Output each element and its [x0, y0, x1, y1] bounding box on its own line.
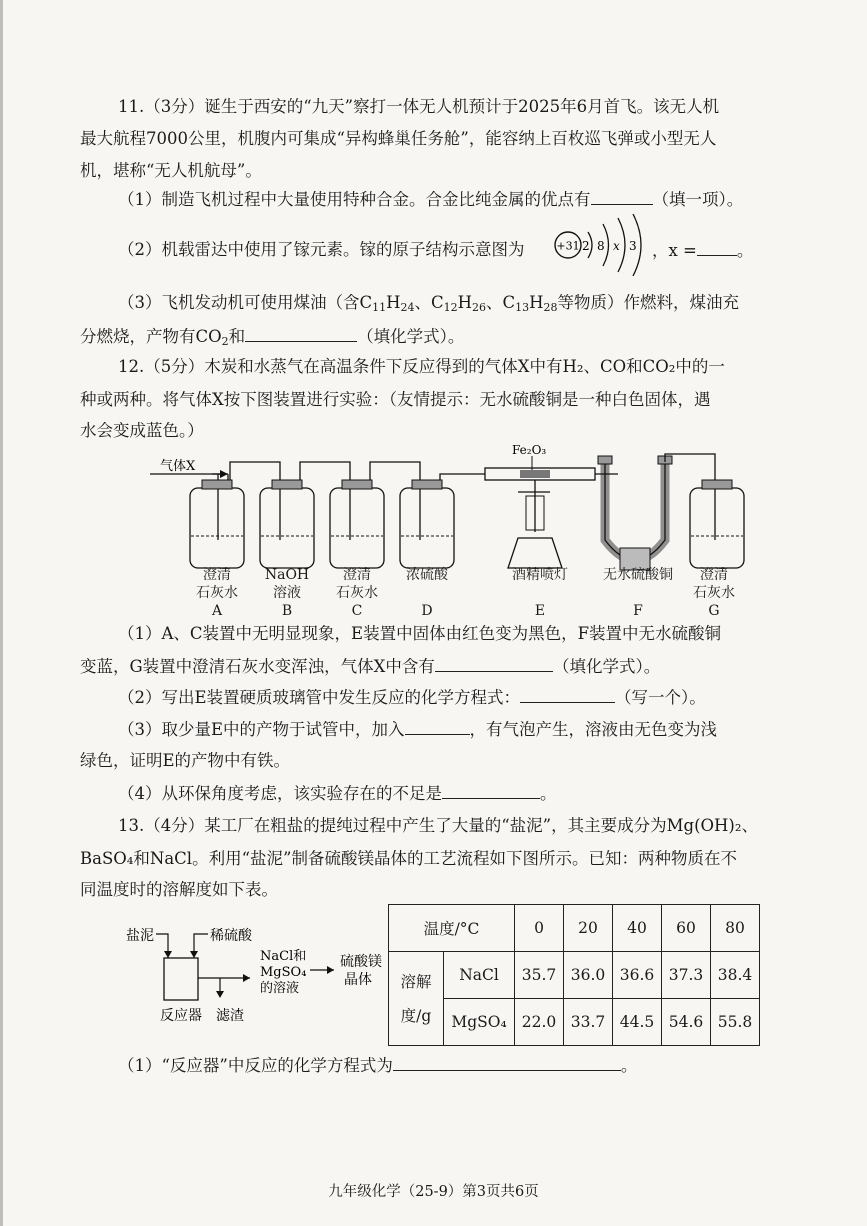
q13-part1 — [118, 1054, 637, 1077]
label-b-letter: B — [281, 603, 293, 619]
q11-part3-and: 和 — [228, 327, 246, 346]
label-g-letter: G — [708, 603, 720, 619]
label-f — [598, 566, 678, 620]
q11-part2-text: （2）机载雷达中使用了镓元素。镓的原子结构示意图为 — [118, 240, 525, 259]
flow-solution-l3: 的溶液 — [260, 981, 300, 996]
q12-part2-blank[interactable] — [520, 686, 615, 703]
q11-part2 — [118, 239, 525, 261]
tube-b-c — [300, 462, 350, 540]
q11-part1-text: （1）制造飞机过程中大量使用特种合金。合金比纯金属的优点有 — [118, 190, 591, 209]
table-row — [389, 999, 760, 1046]
label-f-l1: 无水硫酸铜 — [603, 567, 673, 583]
q11-part3-blank[interactable] — [245, 325, 357, 342]
table-header-row — [389, 905, 760, 952]
flow-solution-l2: MgSO₄ — [260, 965, 307, 980]
table-row-name: NaCl — [444, 952, 515, 999]
q12-part4-end: 。 — [540, 784, 557, 803]
q11-part2-x: ，x = — [652, 241, 697, 260]
q11-part3-tail: 等物质）作燃料，煤油充 — [557, 293, 740, 312]
label-a-l1: 澄清 — [203, 567, 231, 583]
label-c-l2: 石灰水 — [336, 585, 378, 601]
table-cell: 55.8 — [711, 999, 760, 1046]
table-temp: 80 — [711, 905, 760, 952]
q11-part2-end: 。 — [736, 241, 754, 260]
formula-sub: 26 — [472, 301, 487, 314]
q12-line1: 12.（5分）木炭和水蒸气在高温条件下反应得到的气体X中有H₂、CO和CO₂中的一 — [118, 357, 725, 376]
q12-line2: 种或两种。将气体X按下图装置进行实验：（友情提示：无水硫酸铜是一种白色固体，遇 — [80, 390, 711, 409]
q12-part1-text: 变蓝，G装置中澄清石灰水变浑浊，气体X中含有 — [80, 657, 435, 676]
bottle-c — [330, 488, 384, 568]
fe2o3-solid — [520, 470, 550, 478]
nucleus-charge: +31 — [556, 239, 580, 253]
stopper-b — [272, 480, 302, 489]
formula-sub: 11 — [372, 301, 387, 314]
stopper-d — [412, 480, 442, 489]
u-stopper-left — [598, 456, 612, 464]
q12-part2 — [118, 686, 706, 709]
q12-part1-line2 — [80, 655, 660, 678]
table-cell: 37.3 — [662, 952, 711, 999]
label-a — [182, 566, 252, 620]
table-cell: 54.6 — [662, 999, 711, 1046]
q12-part3 — [118, 718, 717, 741]
table-cell: 38.4 — [711, 952, 760, 999]
label-e — [505, 566, 575, 620]
tube-c-d — [370, 462, 420, 540]
q12-line3: 水会变成蓝色。） — [80, 421, 204, 440]
q13-part1-blank[interactable] — [393, 1054, 621, 1071]
q11-line1: 11.（3分）诞生于西安的“九天”察打一体无人机预计于2025年6月首飞。该无人机 — [118, 97, 720, 116]
table-temp: 40 — [613, 905, 662, 952]
q12-part1-line1: （1）A、C装置中无明显现象，E装置中固体由红色变为黑色，F装置中无水硫酸铜 — [118, 624, 722, 643]
formula-sub: 13 — [515, 301, 530, 314]
bottle-d — [400, 488, 454, 568]
q12-part1-blank[interactable] — [435, 655, 553, 672]
q11-part3-line2: 分燃烧，产物有$CO_2$和 （填化学式）。 — [80, 327, 465, 348]
reactor-box — [164, 958, 198, 1000]
flow-solution-l1: NaCl和 — [260, 949, 307, 964]
page-footer: 九年级化学（25-9）第3页共6页 — [328, 1184, 539, 1200]
q11-part3-products: 分燃烧，产物有CO — [80, 327, 222, 346]
q11-part2-blank[interactable] — [697, 239, 737, 256]
table-cell: 33.7 — [564, 999, 613, 1046]
shell-count-2: 8 — [597, 239, 605, 253]
label-d-letter: D — [421, 603, 433, 619]
row-group-l2: 度/g — [400, 1006, 432, 1025]
bottle-a — [190, 488, 244, 568]
q12-part3-tail: ，有气泡产生，溶液由无色变为浅 — [469, 720, 718, 739]
page-edge-shadow — [0, 0, 3, 1226]
fe2o3-label: Fe₂O₃ — [512, 443, 547, 457]
label-c — [322, 566, 392, 620]
process-flow-diagram — [120, 916, 390, 1026]
q13-part1-text: （1）“反应器”中反应的化学方程式为 — [118, 1056, 393, 1075]
solubility-table — [388, 904, 760, 1046]
formula-sub: 24 — [400, 301, 415, 314]
alcohol-lamp — [508, 538, 562, 568]
shell-count-3: x — [613, 239, 620, 253]
q12-part2-tail: （写一个）。 — [615, 688, 706, 707]
flow-product-l1: 硫酸镁 — [340, 954, 382, 970]
table-cell: 44.5 — [613, 999, 662, 1046]
flow-input-salt-mud: 盐泥 — [126, 928, 154, 944]
q12-part4 — [118, 782, 557, 805]
q12-part4-blank[interactable] — [442, 782, 540, 799]
q13-part1-end: 。 — [620, 1056, 638, 1075]
label-g — [679, 566, 749, 620]
q12-part4-text: （4）从环保角度考虑，该实验存在的不足是 — [118, 784, 442, 803]
label-c-letter: C — [351, 603, 363, 619]
formula-sub: 12 — [443, 301, 458, 314]
label-b-l1: NaOH — [264, 567, 310, 583]
q11-line3: 机，堪称“无人机航母”。 — [80, 161, 262, 180]
q12-part3-blank[interactable] — [405, 718, 470, 735]
label-b-l2: 溶液 — [273, 585, 301, 601]
table-cell: 36.0 — [564, 952, 613, 999]
u-tube-f — [605, 462, 665, 560]
bottle-g — [690, 488, 744, 568]
stopper-a — [202, 480, 232, 489]
label-a-l2: 石灰水 — [196, 585, 238, 601]
q13-line2: BaSO₄和NaCl。利用“盐泥”制备硫酸镁晶体的工艺流程如下图所示。已知：两种物质在不 — [80, 849, 737, 868]
formula-sub: 28 — [543, 301, 558, 314]
bottle-b — [260, 488, 314, 568]
label-b — [252, 566, 322, 620]
label-d-l1: 浓硫酸 — [406, 567, 448, 583]
flow-input-acid: 稀硫酸 — [210, 928, 252, 944]
shell-count-1: 2 — [582, 239, 590, 253]
flow-arrow-2 — [194, 934, 208, 958]
gas-x-label: 气体X — [160, 459, 196, 474]
stopper-g — [702, 480, 732, 489]
q12-part1-tail: （填化学式）。 — [552, 657, 661, 676]
q13-line3: 同温度时的溶解度如下表。 — [80, 880, 278, 899]
label-d — [392, 566, 462, 620]
label-g-l2: 石灰水 — [693, 585, 735, 601]
q11-part3-text: （3）飞机发动机可使用煤油（含C — [118, 293, 373, 312]
label-e-l1: 酒精喷灯 — [512, 567, 568, 583]
shell-count-4: 3 — [629, 239, 637, 253]
q11-part2-answer — [652, 239, 753, 262]
table-cell: 36.6 — [613, 952, 662, 999]
q12-part2-text: （2）写出E装置硬质玻璃管中发生反应的化学方程式： — [118, 688, 521, 707]
flow-reactor-label: 反应器 — [160, 1008, 202, 1024]
label-g-l1: 澄清 — [700, 567, 728, 583]
table-header-label: 温度/°C — [389, 905, 515, 952]
table-cell: 22.0 — [515, 999, 564, 1046]
q11-part1-tail: （填一项）。 — [652, 190, 744, 209]
table-temp: 60 — [662, 905, 711, 952]
table-row-name: MgSO₄ — [444, 999, 515, 1046]
q11-part3: （3）飞机发动机可使用煤油（含$C_{11}H_{24}$、$C_{12}H_{26}$、$C_{13}H_{28}$等物质）作燃料，煤油充 — [118, 293, 740, 314]
q12-part3-line2: 绿色，证明E的产物中有铁。 — [80, 751, 291, 770]
q11-line2: 最大航程7000公里，机腹内可集成“异构蜂巢任务舱”，能容纳上百枚巡飞弹或小型无人 — [80, 129, 717, 148]
row-group-l1: 溶解 — [400, 972, 432, 991]
label-f-letter: F — [633, 603, 643, 619]
flow-residue-label: 滤渣 — [216, 1008, 244, 1024]
label-e-letter: E — [534, 603, 546, 619]
q11-part1-blank[interactable] — [591, 188, 653, 205]
q11-part3-end: （填化学式）。 — [357, 327, 465, 346]
table-row — [389, 952, 760, 999]
tube-a-b — [230, 462, 280, 540]
table-temp: 0 — [515, 905, 564, 952]
stopper-c — [342, 480, 372, 489]
tube-d-e — [440, 474, 485, 480]
q11-part1 — [118, 188, 743, 211]
table-cell: 35.7 — [515, 952, 564, 999]
label-a-letter: A — [211, 603, 223, 619]
q13-line1: 13.（4分）某工厂在粗盐的提纯过程中产生了大量的“盐泥”，其主要成分为Mg(OH)₂、 — [118, 816, 758, 835]
gallium-atom-diagram — [552, 214, 662, 276]
flow-product-l2: 晶体 — [344, 972, 372, 988]
label-c-l1: 澄清 — [343, 567, 371, 583]
q12-part3-text: （3）取少量E中的产物于试管中，加入 — [118, 720, 405, 739]
table-row-group-label — [389, 952, 444, 1046]
table-temp: 20 — [564, 905, 613, 952]
